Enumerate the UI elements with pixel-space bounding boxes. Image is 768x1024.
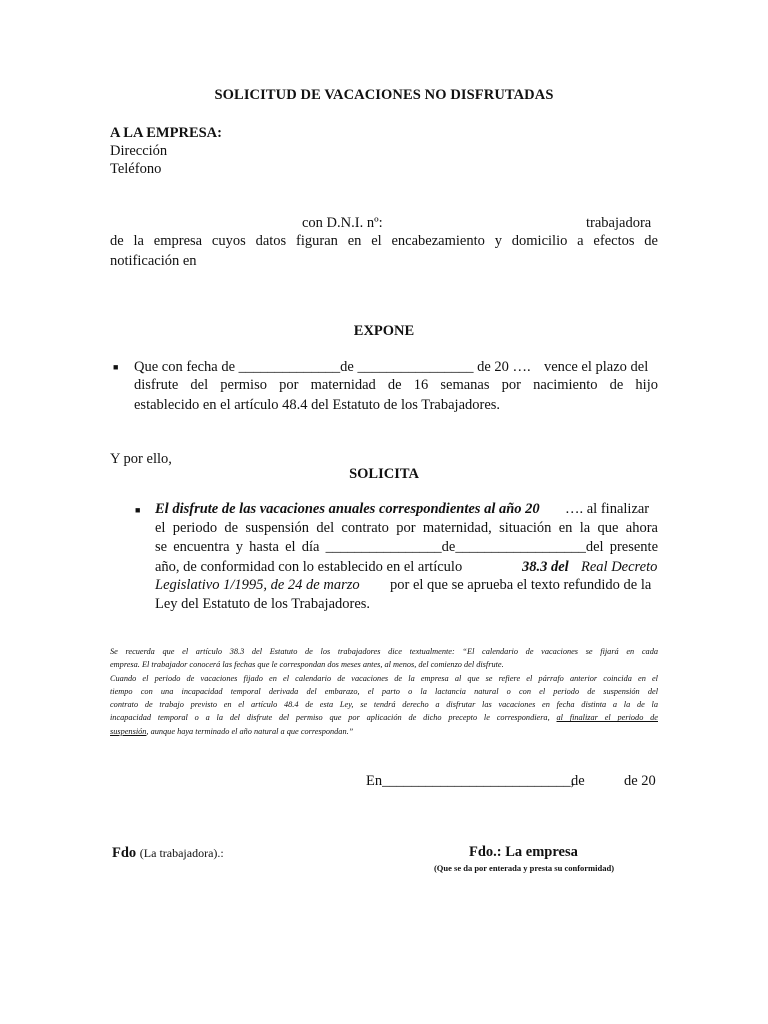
solicita-line-2: el periodo de suspensión del contrato por maternidad, situación en la que ahora (155, 520, 658, 536)
expone-line-1a: Que con fecha de ______________de ________________ de 20 …. (134, 359, 531, 375)
legal-note-underlined: suspensión (110, 726, 147, 736)
solicita-intro: Y por ello, (110, 451, 172, 467)
dni-label: con D.N.I. nº: (302, 215, 383, 231)
legal-note-line: Cuando el periodo de vacaciones fijado en el calendario de vacaciones de la empresa al que se refiere el párrafo anterior coincida en el (110, 673, 658, 683)
solicita-line-5a: Legislativo 1/1995, de 24 de marzo (155, 577, 360, 593)
solicita-line-6: Ley del Estatuto de los Trabajadores. (155, 596, 371, 612)
expone-line-3: establecido en el artículo 48.4 del Estatuto de los Trabajadores. (134, 397, 501, 413)
solicita-line-4b: 38.3 del (522, 559, 569, 575)
company-signature-label: Fdo.: La empresa (469, 844, 578, 860)
intro-line-3: notificación en (110, 253, 197, 269)
legal-note-line (110, 725, 658, 738)
expone-line-2: disfrute del permiso por maternidad de 16 semanas por nacimiento de hijo (134, 377, 658, 393)
solicita-line-1-bold: El disfrute de las vacaciones anuales correspondientes al año 20 (155, 501, 540, 517)
company-heading: A LA EMPRESA: (110, 125, 222, 141)
solicita-heading: SOLICITA (349, 466, 419, 482)
legal-note-line: contrato de trabajo previsto en el artículo 48.4 de esta Ley, se tendrá derecho a disfrutar las vacaciones en fecha distinta a la de la (110, 700, 658, 710)
legal-note-line (110, 711, 658, 724)
legal-note-line: Se recuerda que el artículo 38.3 del Estatuto de los trabajadores dice textualmente: “El calendario de vacaciones se fijará en cada (110, 647, 658, 656)
bullet-icon: ■ (135, 505, 141, 515)
solicita-line-4a: año, de conformidad con lo establecido en el artículo (155, 559, 463, 575)
company-signature-note: (Que se da por enterada y presta su conformidad) (433, 863, 615, 873)
document-title: SOLICITUD DE VACACIONES NO DISFRUTADAS (214, 87, 554, 103)
expone-heading: EXPONE (353, 323, 415, 339)
solicita-line-1-rest: …. al finalizar (565, 501, 650, 517)
legal-note-underlined: al finalizar el periodo de (556, 713, 658, 723)
legal-note-segment: , aunque haya terminado el año natural a que correspondan.” (146, 726, 354, 736)
company-address-label: Dirección (110, 143, 168, 159)
expone-line-1b: vence el plazo del (544, 359, 649, 375)
place-field: En__________________________, (366, 773, 575, 789)
solicita-line-4c: Real Decreto (581, 559, 658, 575)
worker-fdo-label: Fdo (112, 845, 137, 861)
intro-line-2: de la empresa cuyos datos figuran en el encabezamiento y domicilio a efectos de (110, 233, 658, 249)
worker-signature (112, 845, 224, 862)
date-de-label: de (571, 773, 585, 789)
legal-note (110, 645, 658, 738)
company-phone-label: Teléfono (110, 161, 162, 177)
worker-label: trabajadora (586, 215, 652, 231)
legal-note-segment: incapacidad temporal o a la del disfrute del permiso que por aplicación de dicho precepto le correspondiera, (110, 713, 550, 723)
solicita-line-1 (155, 500, 540, 519)
bullet-icon: ■ (113, 362, 119, 372)
solicita-line-5b: por el que se aprueba el texto refundido de la (390, 577, 652, 593)
date-year-label: de 20 (624, 773, 656, 789)
legal-note-line: empresa. El trabajador conocerá las fechas que le correspondan dos meses antes, al menos, del comienzo del disfrute. (110, 660, 504, 670)
solicita-line-3: se encuentra y hasta el día ________________de__________________del presente (155, 539, 658, 555)
legal-note-line: tiempo con una incapacidad temporal derivada del embarazo, el parto o la lactancia natural o con el periodo de suspensión del (110, 686, 658, 696)
worker-signature-label: (La trabajadora).: (139, 846, 224, 860)
